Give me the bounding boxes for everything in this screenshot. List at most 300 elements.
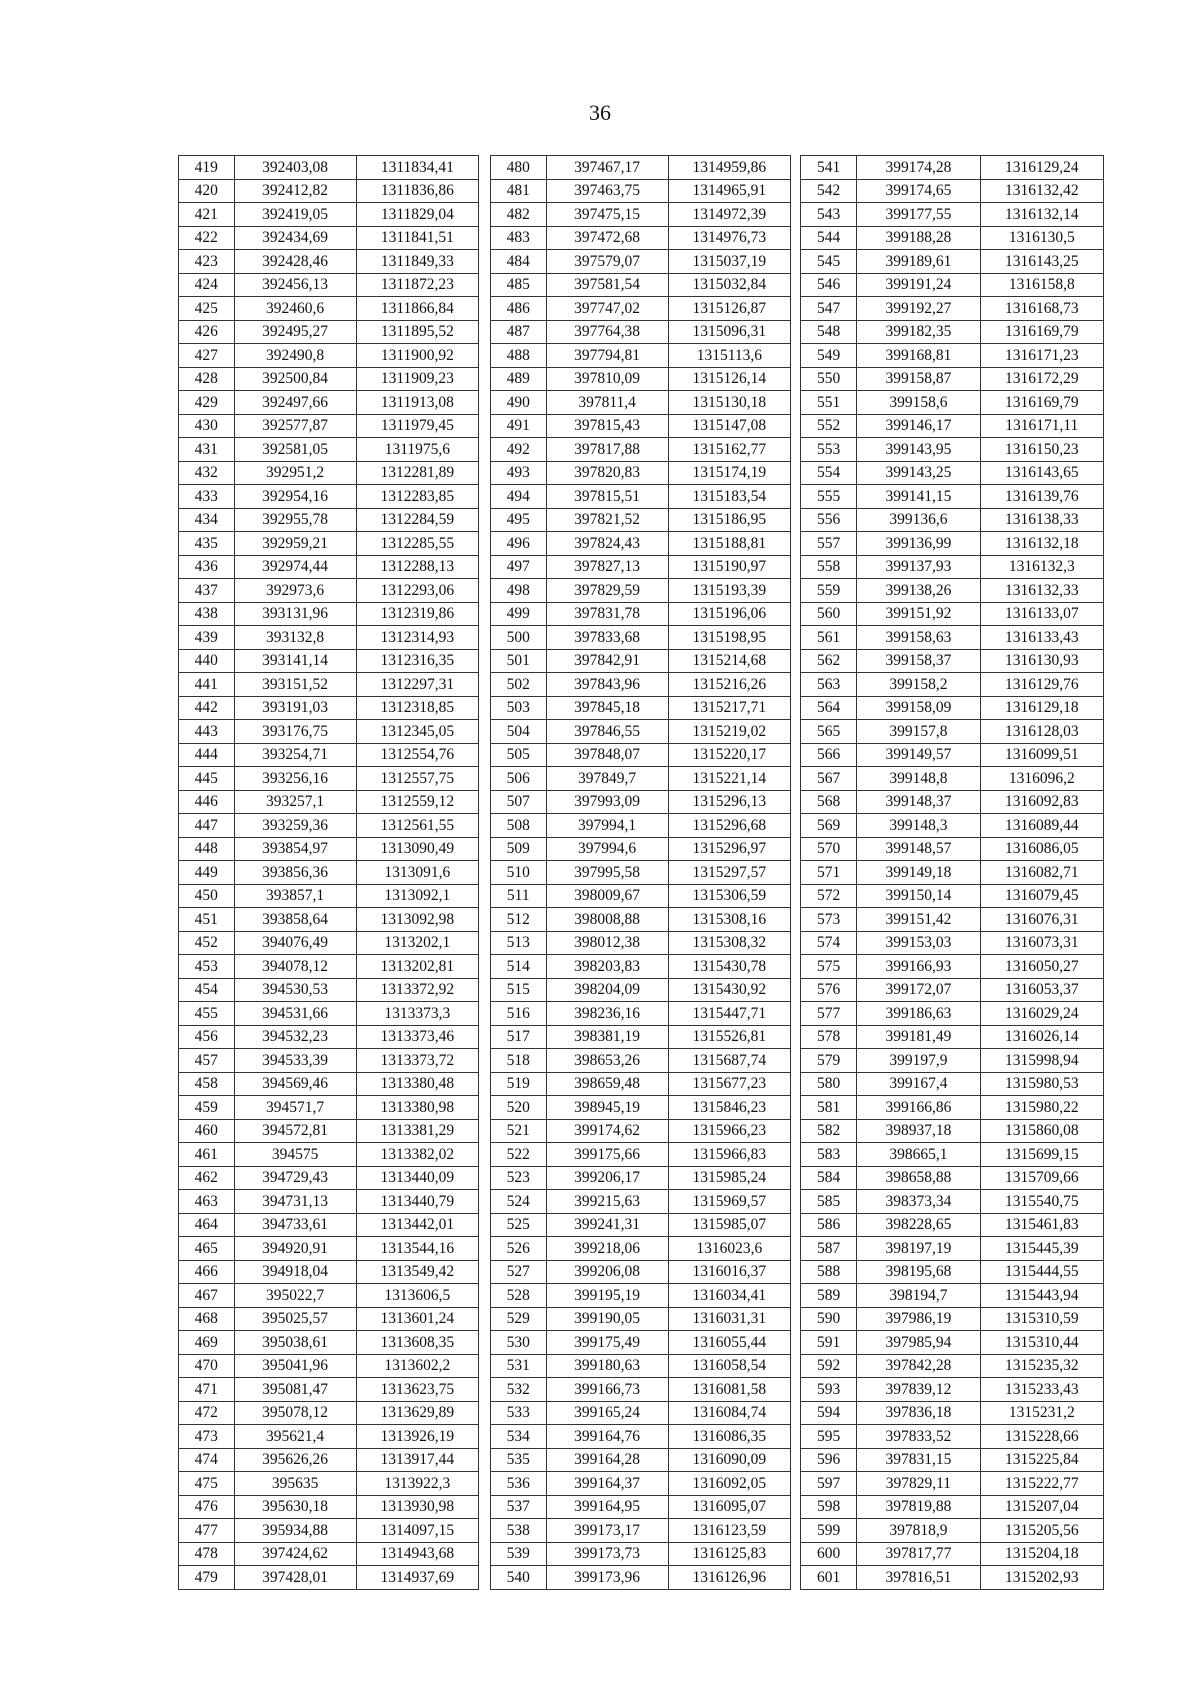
y-coordinate-cell: 1316129,18: [980, 696, 1103, 720]
x-coordinate-cell: 398937,18: [857, 1119, 980, 1143]
point-number-cell: 532: [491, 1378, 547, 1402]
point-number-cell: 560: [801, 602, 857, 626]
point-number-cell: 462: [179, 1166, 235, 1190]
point-number-cell: 558: [801, 555, 857, 579]
point-number-cell: 548: [801, 320, 857, 344]
point-number-cell: 565: [801, 720, 857, 744]
y-coordinate-cell: 1316050,27: [980, 955, 1103, 979]
table-row: [179, 861, 479, 885]
point-number-cell: 454: [179, 978, 235, 1002]
y-coordinate-cell: 1314965,91: [668, 179, 790, 203]
x-coordinate-cell: 399148,3: [857, 814, 980, 838]
x-coordinate-cell: 398012,38: [546, 931, 668, 955]
point-number-cell: 448: [179, 837, 235, 861]
point-number-cell: 473: [179, 1425, 235, 1449]
table-row: [179, 1143, 479, 1167]
y-coordinate-cell: 1312297,31: [356, 673, 478, 697]
table-row: [801, 673, 1104, 697]
point-number-cell: 511: [491, 884, 547, 908]
x-coordinate-cell: 397829,59: [546, 579, 668, 603]
table-row: [179, 579, 479, 603]
point-number-cell: 452: [179, 931, 235, 955]
table-row: [491, 978, 791, 1002]
y-coordinate-cell: 1312554,76: [356, 743, 478, 767]
x-coordinate-cell: 398228,65: [857, 1213, 980, 1237]
y-coordinate-cell: 1314097,15: [356, 1519, 478, 1543]
table-row: [491, 1260, 791, 1284]
table-row: [801, 1049, 1104, 1073]
x-coordinate-cell: 397472,68: [546, 226, 668, 250]
point-number-cell: 476: [179, 1495, 235, 1519]
table-row: [801, 250, 1104, 274]
point-number-cell: 429: [179, 391, 235, 415]
table-row: [179, 1072, 479, 1096]
x-coordinate-cell: 398008,88: [546, 908, 668, 932]
table-row: [491, 767, 791, 791]
point-number-cell: 556: [801, 508, 857, 532]
point-number-cell: 571: [801, 861, 857, 885]
x-coordinate-cell: 399151,92: [857, 602, 980, 626]
point-number-cell: 525: [491, 1213, 547, 1237]
y-coordinate-cell: 1311841,51: [356, 226, 478, 250]
x-coordinate-cell: 398373,34: [857, 1190, 980, 1214]
point-number-cell: 577: [801, 1002, 857, 1026]
y-coordinate-cell: 1316132,14: [980, 203, 1103, 227]
y-coordinate-cell: 1315204,18: [980, 1542, 1103, 1566]
x-coordinate-cell: 393131,96: [234, 602, 356, 626]
x-coordinate-cell: 399138,26: [857, 579, 980, 603]
point-number-cell: 564: [801, 696, 857, 720]
point-number-cell: 499: [491, 602, 547, 626]
table-row: [801, 1096, 1104, 1120]
point-number-cell: 516: [491, 1002, 547, 1026]
x-coordinate-cell: 395038,61: [234, 1331, 356, 1355]
y-coordinate-cell: 1315032,84: [668, 273, 790, 297]
table-row: [179, 508, 479, 532]
x-coordinate-cell: 392428,46: [234, 250, 356, 274]
coordinate-table-1: [178, 155, 479, 1590]
y-coordinate-cell: 1315190,97: [668, 555, 790, 579]
y-coordinate-cell: 1312319,86: [356, 602, 478, 626]
x-coordinate-cell: 393256,16: [234, 767, 356, 791]
point-number-cell: 437: [179, 579, 235, 603]
table-row: [491, 790, 791, 814]
x-coordinate-cell: 399186,63: [857, 1002, 980, 1026]
x-coordinate-cell: 392955,78: [234, 508, 356, 532]
y-coordinate-cell: 1316132,42: [980, 179, 1103, 203]
point-number-cell: 513: [491, 931, 547, 955]
y-coordinate-cell: 1316133,43: [980, 626, 1103, 650]
table-row: [179, 1166, 479, 1190]
table-row: [801, 978, 1104, 1002]
y-coordinate-cell: 1312559,12: [356, 790, 478, 814]
x-coordinate-cell: 399146,17: [857, 414, 980, 438]
point-number-cell: 431: [179, 438, 235, 462]
point-number-cell: 589: [801, 1284, 857, 1308]
y-coordinate-cell: 1315130,18: [668, 391, 790, 415]
table-row: [179, 696, 479, 720]
table-row: [179, 814, 479, 838]
table-row: [801, 1542, 1104, 1566]
table-row: [179, 1472, 479, 1496]
point-number-cell: 443: [179, 720, 235, 744]
x-coordinate-cell: 395934,88: [234, 1519, 356, 1543]
point-number-cell: 519: [491, 1072, 547, 1096]
table-row: [179, 790, 479, 814]
x-coordinate-cell: 397475,15: [546, 203, 668, 227]
point-number-cell: 549: [801, 344, 857, 368]
point-number-cell: 524: [491, 1190, 547, 1214]
table-row: [801, 508, 1104, 532]
y-coordinate-cell: 1315174,19: [668, 461, 790, 485]
y-coordinate-cell: 1315687,74: [668, 1049, 790, 1073]
x-coordinate-cell: 395626,26: [234, 1448, 356, 1472]
x-coordinate-cell: 399206,17: [546, 1166, 668, 1190]
table-row: [801, 743, 1104, 767]
table-row: [491, 1448, 791, 1472]
point-number-cell: 436: [179, 555, 235, 579]
table-row: [179, 931, 479, 955]
y-coordinate-cell: 1315186,95: [668, 508, 790, 532]
x-coordinate-cell: 399177,55: [857, 203, 980, 227]
table-row: [801, 1354, 1104, 1378]
y-coordinate-cell: 1315126,87: [668, 297, 790, 321]
y-coordinate-cell: 1316081,58: [668, 1378, 790, 1402]
table-row: [801, 485, 1104, 509]
y-coordinate-cell: 1315998,94: [980, 1049, 1103, 1073]
point-number-cell: 588: [801, 1260, 857, 1284]
y-coordinate-cell: 1313629,89: [356, 1401, 478, 1425]
y-coordinate-cell: 1315709,66: [980, 1166, 1103, 1190]
y-coordinate-cell: 1316169,79: [980, 391, 1103, 415]
x-coordinate-cell: 399157,8: [857, 720, 980, 744]
x-coordinate-cell: 397579,07: [546, 250, 668, 274]
table-row: [801, 955, 1104, 979]
x-coordinate-cell: 399136,6: [857, 508, 980, 532]
point-number-cell: 579: [801, 1049, 857, 1073]
point-number-cell: 596: [801, 1448, 857, 1472]
table-row: [179, 1519, 479, 1543]
y-coordinate-cell: 1315126,14: [668, 367, 790, 391]
point-number-cell: 450: [179, 884, 235, 908]
y-coordinate-cell: 1313090,49: [356, 837, 478, 861]
point-number-cell: 425: [179, 297, 235, 321]
y-coordinate-cell: 1316171,23: [980, 344, 1103, 368]
y-coordinate-cell: 1315196,06: [668, 602, 790, 626]
point-number-cell: 461: [179, 1143, 235, 1167]
table-row: [801, 1401, 1104, 1425]
x-coordinate-cell: 393141,14: [234, 649, 356, 673]
y-coordinate-cell: 1313373,3: [356, 1002, 478, 1026]
table-row: [491, 1213, 791, 1237]
point-number-cell: 496: [491, 532, 547, 556]
x-coordinate-cell: 397824,43: [546, 532, 668, 556]
table-row: [491, 720, 791, 744]
y-coordinate-cell: 1311829,04: [356, 203, 478, 227]
point-number-cell: 535: [491, 1448, 547, 1472]
table-row: [801, 1143, 1104, 1167]
table-row: [801, 555, 1104, 579]
y-coordinate-cell: 1313608,35: [356, 1331, 478, 1355]
x-coordinate-cell: 399136,99: [857, 532, 980, 556]
point-number-cell: 573: [801, 908, 857, 932]
y-coordinate-cell: 1316143,25: [980, 250, 1103, 274]
y-coordinate-cell: 1316128,03: [980, 720, 1103, 744]
point-number-cell: 580: [801, 1072, 857, 1096]
point-number-cell: 551: [801, 391, 857, 415]
point-number-cell: 592: [801, 1354, 857, 1378]
x-coordinate-cell: 399165,24: [546, 1401, 668, 1425]
x-coordinate-cell: 398197,19: [857, 1237, 980, 1261]
point-number-cell: 546: [801, 273, 857, 297]
point-number-cell: 420: [179, 179, 235, 203]
point-number-cell: 435: [179, 532, 235, 556]
x-coordinate-cell: 397794,81: [546, 344, 668, 368]
table-row: [801, 532, 1104, 556]
point-number-cell: 484: [491, 250, 547, 274]
x-coordinate-cell: 397839,12: [857, 1378, 980, 1402]
table-row: [491, 555, 791, 579]
point-number-cell: 469: [179, 1331, 235, 1355]
y-coordinate-cell: 1316016,37: [668, 1260, 790, 1284]
x-coordinate-cell: 399241,31: [546, 1213, 668, 1237]
point-number-cell: 442: [179, 696, 235, 720]
table-row: [801, 602, 1104, 626]
x-coordinate-cell: 392959,21: [234, 532, 356, 556]
x-coordinate-cell: 392974,44: [234, 555, 356, 579]
x-coordinate-cell: 399192,27: [857, 297, 980, 321]
point-number-cell: 523: [491, 1166, 547, 1190]
point-number-cell: 463: [179, 1190, 235, 1214]
point-number-cell: 544: [801, 226, 857, 250]
x-coordinate-cell: 397995,58: [546, 861, 668, 885]
y-coordinate-cell: 1315217,71: [668, 696, 790, 720]
point-number-cell: 528: [491, 1284, 547, 1308]
x-coordinate-cell: 397846,55: [546, 720, 668, 744]
table-row: [179, 1495, 479, 1519]
y-coordinate-cell: 1316086,35: [668, 1425, 790, 1449]
x-coordinate-cell: 398195,68: [857, 1260, 980, 1284]
point-number-cell: 493: [491, 461, 547, 485]
table-row: [491, 602, 791, 626]
point-number-cell: 520: [491, 1096, 547, 1120]
x-coordinate-cell: 399188,28: [857, 226, 980, 250]
table-row: [801, 1495, 1104, 1519]
table-row: [491, 1425, 791, 1449]
table-row: [491, 250, 791, 274]
y-coordinate-cell: 1312561,55: [356, 814, 478, 838]
point-number-cell: 479: [179, 1566, 235, 1590]
table-row: [179, 532, 479, 556]
y-coordinate-cell: 1314937,69: [356, 1566, 478, 1590]
table-row: [179, 1425, 479, 1449]
x-coordinate-cell: 399148,8: [857, 767, 980, 791]
x-coordinate-cell: 399164,37: [546, 1472, 668, 1496]
y-coordinate-cell: 1313917,44: [356, 1448, 478, 1472]
x-coordinate-cell: 395621,4: [234, 1425, 356, 1449]
x-coordinate-cell: 392577,87: [234, 414, 356, 438]
y-coordinate-cell: 1315219,02: [668, 720, 790, 744]
y-coordinate-cell: 1316132,18: [980, 532, 1103, 556]
x-coordinate-cell: 393191,03: [234, 696, 356, 720]
y-coordinate-cell: 1316130,93: [980, 649, 1103, 673]
point-number-cell: 495: [491, 508, 547, 532]
y-coordinate-cell: 1313606,5: [356, 1284, 478, 1308]
point-number-cell: 566: [801, 743, 857, 767]
point-number-cell: 455: [179, 1002, 235, 1026]
x-coordinate-cell: 399174,28: [857, 156, 980, 180]
point-number-cell: 498: [491, 579, 547, 603]
table-row: [179, 884, 479, 908]
y-coordinate-cell: 1315310,59: [980, 1307, 1103, 1331]
x-coordinate-cell: 397818,9: [857, 1519, 980, 1543]
point-number-cell: 423: [179, 250, 235, 274]
point-number-cell: 424: [179, 273, 235, 297]
x-coordinate-cell: 399149,57: [857, 743, 980, 767]
point-number-cell: 562: [801, 649, 857, 673]
point-number-cell: 572: [801, 884, 857, 908]
table-row: [179, 485, 479, 509]
y-coordinate-cell: 1316082,71: [980, 861, 1103, 885]
table-row: [491, 297, 791, 321]
x-coordinate-cell: 392456,13: [234, 273, 356, 297]
table-row: [491, 1096, 791, 1120]
point-number-cell: 490: [491, 391, 547, 415]
y-coordinate-cell: 1315205,56: [980, 1519, 1103, 1543]
point-number-cell: 521: [491, 1119, 547, 1143]
x-coordinate-cell: 392419,05: [234, 203, 356, 227]
point-number-cell: 489: [491, 367, 547, 391]
point-number-cell: 485: [491, 273, 547, 297]
y-coordinate-cell: 1316132,3: [980, 555, 1103, 579]
table-row: [491, 1378, 791, 1402]
table-row: [491, 273, 791, 297]
x-coordinate-cell: 399173,17: [546, 1519, 668, 1543]
point-number-cell: 459: [179, 1096, 235, 1120]
x-coordinate-cell: 397831,15: [857, 1448, 980, 1472]
table-row: [801, 414, 1104, 438]
coordinate-table-2: [490, 155, 791, 1590]
table-row: [801, 1025, 1104, 1049]
table-row: [179, 673, 479, 697]
point-number-cell: 585: [801, 1190, 857, 1214]
y-coordinate-cell: 1316143,65: [980, 461, 1103, 485]
y-coordinate-cell: 1311866,84: [356, 297, 478, 321]
y-coordinate-cell: 1313091,6: [356, 861, 478, 885]
x-coordinate-cell: 399191,24: [857, 273, 980, 297]
y-coordinate-cell: 1315966,83: [668, 1143, 790, 1167]
page-number: 36: [589, 100, 611, 125]
y-coordinate-cell: 1312314,93: [356, 626, 478, 650]
point-number-cell: 451: [179, 908, 235, 932]
table-row: [491, 414, 791, 438]
x-coordinate-cell: 399175,66: [546, 1143, 668, 1167]
x-coordinate-cell: 392951,2: [234, 461, 356, 485]
table-row: [491, 1472, 791, 1496]
x-coordinate-cell: 397817,88: [546, 438, 668, 462]
x-coordinate-cell: 399166,73: [546, 1378, 668, 1402]
point-number-cell: 597: [801, 1472, 857, 1496]
point-number-cell: 557: [801, 532, 857, 556]
x-coordinate-cell: 395635: [234, 1472, 356, 1496]
y-coordinate-cell: 1312293,06: [356, 579, 478, 603]
x-coordinate-cell: 399158,87: [857, 367, 980, 391]
x-coordinate-cell: 393151,52: [234, 673, 356, 697]
y-coordinate-cell: 1316029,24: [980, 1002, 1103, 1026]
point-number-cell: 522: [491, 1143, 547, 1167]
x-coordinate-cell: 398203,83: [546, 955, 668, 979]
point-number-cell: 593: [801, 1378, 857, 1402]
y-coordinate-cell: 1315526,81: [668, 1025, 790, 1049]
point-number-cell: 465: [179, 1237, 235, 1261]
point-number-cell: 533: [491, 1401, 547, 1425]
point-number-cell: 578: [801, 1025, 857, 1049]
table-row: [179, 978, 479, 1002]
y-coordinate-cell: 1313381,29: [356, 1119, 478, 1143]
point-number-cell: 483: [491, 226, 547, 250]
table-row: [491, 1495, 791, 1519]
point-number-cell: 595: [801, 1425, 857, 1449]
y-coordinate-cell: 1315214,68: [668, 649, 790, 673]
y-coordinate-cell: 1315985,07: [668, 1213, 790, 1237]
point-number-cell: 518: [491, 1049, 547, 1073]
table-row: [179, 297, 479, 321]
point-number-cell: 457: [179, 1049, 235, 1073]
y-coordinate-cell: 1316129,76: [980, 673, 1103, 697]
x-coordinate-cell: 395025,57: [234, 1307, 356, 1331]
table-row: [179, 179, 479, 203]
table-row: [179, 1096, 479, 1120]
point-number-cell: 553: [801, 438, 857, 462]
table-row: [801, 1002, 1104, 1026]
table-row: [801, 1284, 1104, 1308]
point-number-cell: 598: [801, 1495, 857, 1519]
point-number-cell: 444: [179, 743, 235, 767]
table-row: [179, 203, 479, 227]
point-number-cell: 475: [179, 1472, 235, 1496]
x-coordinate-cell: 399148,37: [857, 790, 980, 814]
table-row: [491, 955, 791, 979]
table-row: [179, 767, 479, 791]
x-coordinate-cell: 399195,19: [546, 1284, 668, 1308]
y-coordinate-cell: 1316079,45: [980, 884, 1103, 908]
y-coordinate-cell: 1314959,86: [668, 156, 790, 180]
point-number-cell: 421: [179, 203, 235, 227]
point-number-cell: 563: [801, 673, 857, 697]
y-coordinate-cell: 1316096,2: [980, 767, 1103, 791]
x-coordinate-cell: 397829,11: [857, 1472, 980, 1496]
table-row: [179, 391, 479, 415]
x-coordinate-cell: 399215,63: [546, 1190, 668, 1214]
table-row: [801, 1213, 1104, 1237]
point-number-cell: 506: [491, 767, 547, 791]
table-row: [801, 1237, 1104, 1261]
point-number-cell: 526: [491, 1237, 547, 1261]
y-coordinate-cell: 1315430,92: [668, 978, 790, 1002]
x-coordinate-cell: 397821,52: [546, 508, 668, 532]
table-row: [801, 1072, 1104, 1096]
table-row: [179, 367, 479, 391]
x-coordinate-cell: 393858,64: [234, 908, 356, 932]
x-coordinate-cell: 399158,63: [857, 626, 980, 650]
point-number-cell: 594: [801, 1401, 857, 1425]
y-coordinate-cell: 1315225,84: [980, 1448, 1103, 1472]
point-number-cell: 509: [491, 837, 547, 861]
y-coordinate-cell: 1315985,24: [668, 1166, 790, 1190]
y-coordinate-cell: 1316092,83: [980, 790, 1103, 814]
point-number-cell: 478: [179, 1542, 235, 1566]
y-coordinate-cell: 1316092,05: [668, 1472, 790, 1496]
